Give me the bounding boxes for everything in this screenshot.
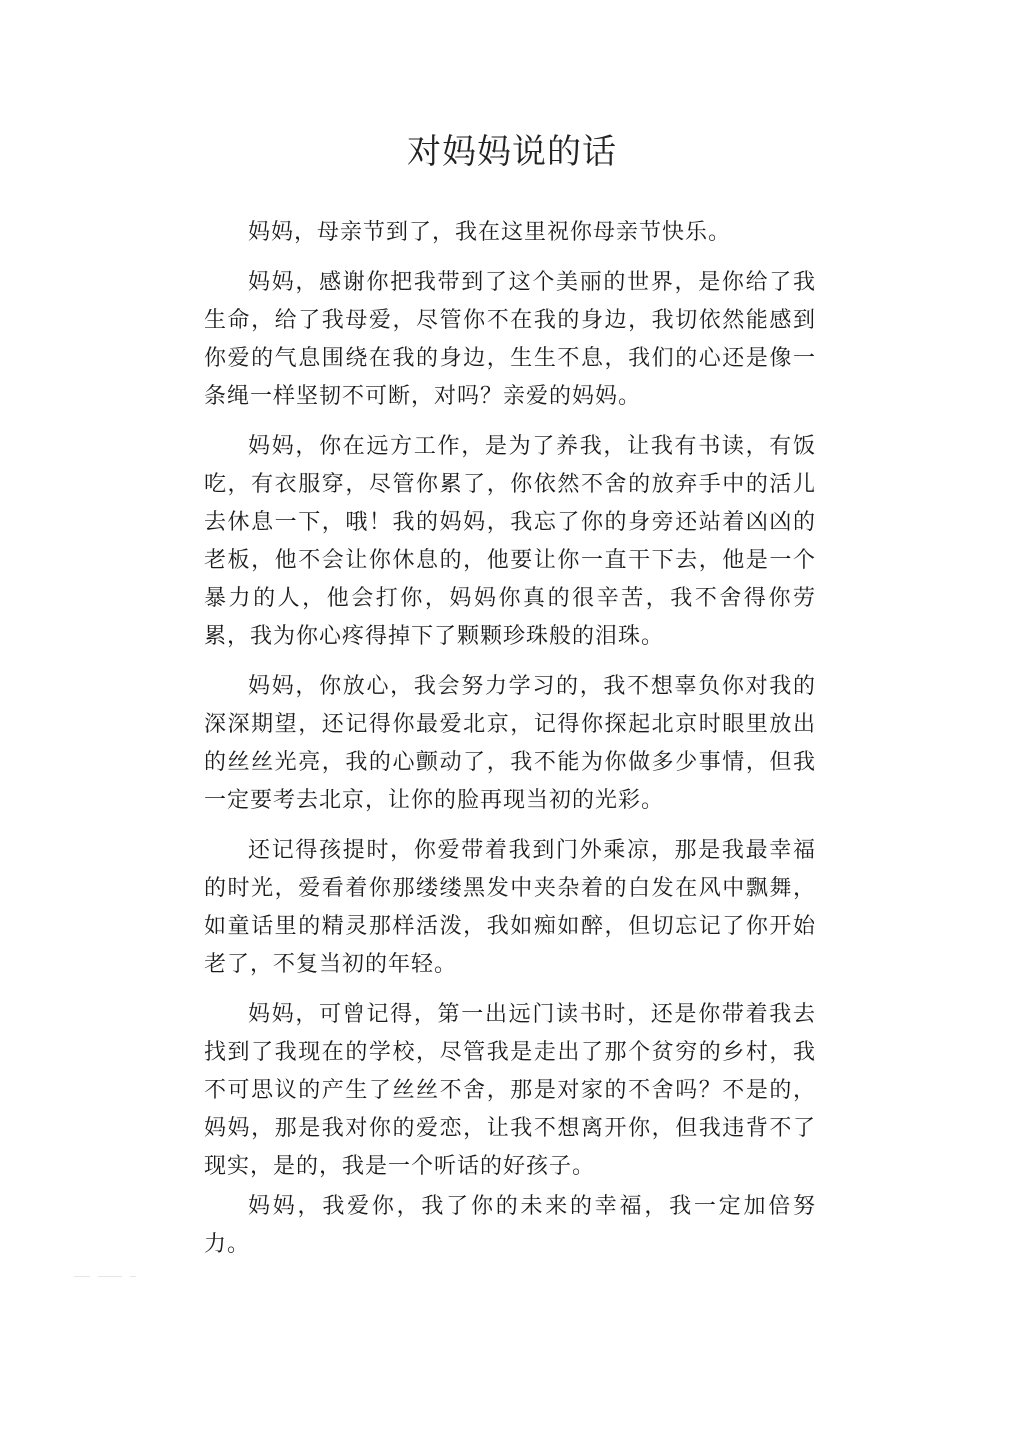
paragraph-4: 妈妈，你放心，我会努力学习的，我不想辜负你对我的深深期望，还记得你最爱北京，记得你探起北京时眼里放出的丝丝光亮，我的心颤动了，我不能为你做多少事情，但我一定要考去北京，让你的脸再现当初的光彩。 xyxy=(204,674,816,813)
article-body xyxy=(204,214,816,1264)
paragraph-2: 妈妈，感谢你把我带到了这个美丽的世界，是你给了我生命，给了我母爱，尽管你不在我的身边，我切依然能感到你爱的气息围绕在我的身边，生生不息，我们的心还是像一条绳一样坚韧不可断，对吗？亲爱的妈妈。 xyxy=(204,270,816,409)
paragraph-1: 妈妈，母亲节到了，我在这里祝你母亲节快乐。 xyxy=(248,220,732,245)
scan-artifact xyxy=(74,1276,144,1280)
paragraph-3: 妈妈，你在远方工作，是为了养我，让我有书读，有饭吃，有衣服穿，尽管你累了，你依然不舍的放弃手中的活儿去休息一下，哦！我的妈妈，我忘了你的身旁还站着凶凶的老板，他不会让你休息的，他要让你一直干下去，他是一个暴力的人，他会打你，妈妈你真的很辛苦，我不舍得你劳累，我为你心疼得掉下了颗颗珍珠般的泪珠。 xyxy=(204,434,816,649)
paragraph-6: 妈妈，可曾记得，第一出远门读书时，还是你带着我去找到了我现在的学校，尽管我是走出了那个贫穷的乡村，我不可思议的产生了丝丝不舍，那是对家的不舍吗？不是的，妈妈，那是我对你的爱恋，让我不想离开你，但我违背不了现实，是的，我是一个听话的好孩子。 xyxy=(204,1002,816,1179)
paragraph-7: 妈妈，我爱你，我了你的未来的幸福，我一定加倍努力。 xyxy=(204,1194,816,1257)
page-title: 对妈妈说的话 xyxy=(407,132,617,172)
paragraph-5: 还记得孩提时，你爱带着我到门外乘凉，那是我最幸福的时光，爱看着你那缕缕黑发中夹杂着的白发在风中飘舞，如童话里的精灵那样活泼，我如痴如醉，但切忘记了你开始老了，不复当初的年轻。 xyxy=(204,838,816,977)
